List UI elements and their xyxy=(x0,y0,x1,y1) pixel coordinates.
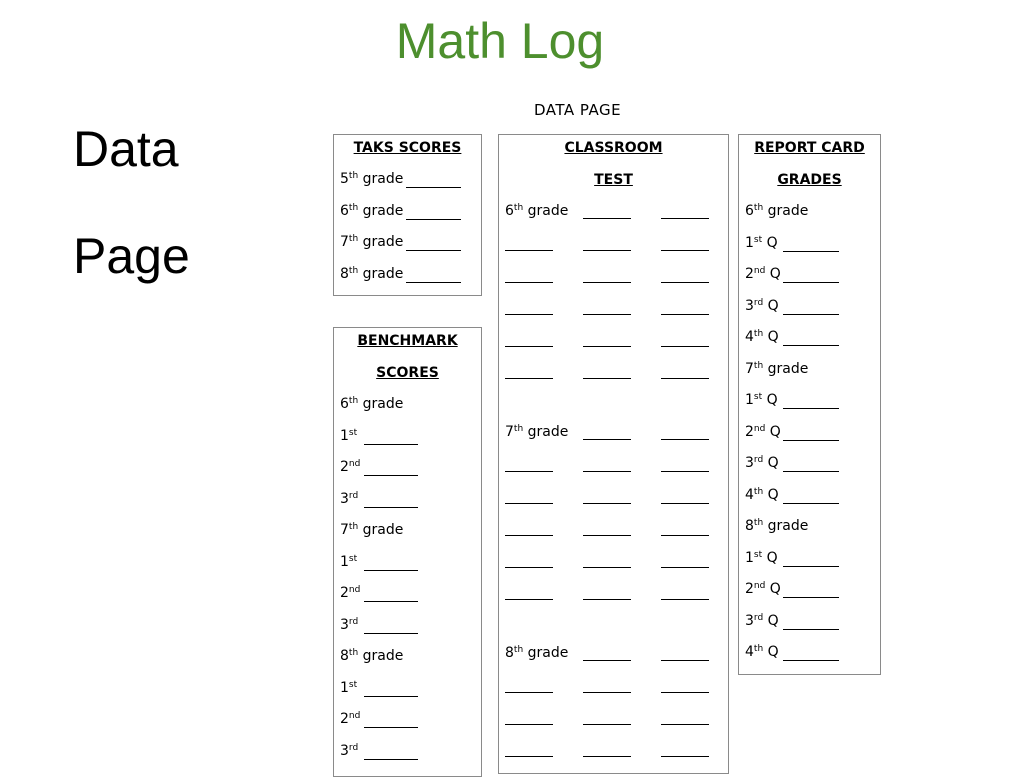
benchmark-score-blank xyxy=(364,727,418,728)
ordinal-number: 6 xyxy=(745,203,754,219)
ordinal-number: 7 xyxy=(505,424,514,440)
classroom-score-blank xyxy=(661,692,709,693)
report-grade-blank xyxy=(783,314,839,315)
benchmark-score-blank xyxy=(364,570,418,571)
benchmark-header-text-2: SCORES xyxy=(376,365,439,381)
grade-label: grade xyxy=(362,202,404,219)
classroom-header xyxy=(499,140,728,156)
ordinal-suffix: th xyxy=(753,360,764,371)
classroom-score-blank xyxy=(505,314,553,315)
ordinal-number: 3 xyxy=(745,297,754,314)
data-page-title: DATA PAGE xyxy=(534,101,622,119)
ordinal-number: 8 xyxy=(505,645,514,661)
quarter-letter: Q xyxy=(766,549,778,566)
report-grade-blank xyxy=(783,345,839,346)
ordinal-suffix: st xyxy=(753,549,763,560)
report-quarter-row xyxy=(745,487,779,503)
benchmark-item-row xyxy=(340,680,357,696)
ordinal-number: 8 xyxy=(340,648,349,664)
classroom-score-blank xyxy=(661,250,709,251)
classroom-score-blank xyxy=(505,599,553,600)
classroom-score-blank xyxy=(583,439,631,440)
classroom-score-blank xyxy=(505,756,553,757)
ordinal-suffix: th xyxy=(348,234,359,244)
ordinal-number: 3 xyxy=(745,455,754,471)
grade-label: grade xyxy=(527,203,569,219)
ordinal-number: 2 xyxy=(340,585,349,601)
benchmark-header-2 xyxy=(334,365,481,381)
ordinal-suffix: th xyxy=(513,424,524,434)
ordinal-number: 8 xyxy=(340,265,349,282)
quarter-letter: Q xyxy=(767,329,779,345)
quarter-letter: Q xyxy=(767,455,779,471)
ordinal-suffix: th xyxy=(513,645,524,655)
classroom-score-blank xyxy=(661,660,709,661)
classroom-score-blank xyxy=(583,599,631,600)
slide-title: Math Log xyxy=(395,13,605,69)
taks-row xyxy=(340,203,403,219)
ordinal-number: 6 xyxy=(505,203,514,219)
taks-score-blank xyxy=(406,282,461,283)
classroom-score-blank xyxy=(661,346,709,347)
classroom-score-blank xyxy=(505,346,553,347)
classroom-header-text: CLASSROOM xyxy=(564,140,663,156)
benchmark-score-blank xyxy=(364,507,418,508)
report-quarter-row xyxy=(745,329,779,345)
ordinal-number: 7 xyxy=(745,360,754,377)
classroom-score-blank xyxy=(583,756,631,757)
ordinal-suffix: th xyxy=(753,518,764,528)
classroom-score-blank xyxy=(505,692,553,693)
quarter-letter: Q xyxy=(767,644,779,660)
ordinal-suffix: rd xyxy=(348,490,359,501)
benchmark-score-blank xyxy=(364,633,418,634)
ordinal-number: 3 xyxy=(340,616,349,633)
classroom-score-blank xyxy=(583,218,631,219)
classroom-score-blank xyxy=(661,218,709,219)
ordinal-number: 3 xyxy=(745,612,754,629)
benchmark-header-text: BENCHMARK xyxy=(357,333,458,349)
classroom-score-blank xyxy=(583,378,631,379)
ordinal-suffix: nd xyxy=(753,423,766,434)
report-grade-blank xyxy=(783,471,839,472)
ordinal-suffix: st xyxy=(348,427,358,438)
benchmark-item-row xyxy=(340,585,360,601)
grade-label: grade xyxy=(362,265,404,282)
ordinal-suffix: nd xyxy=(753,581,766,591)
report-quarter-row xyxy=(745,581,781,597)
classroom-score-blank xyxy=(583,724,631,725)
report-header xyxy=(739,140,880,156)
ordinal-number: 5 xyxy=(340,171,349,187)
classroom-score-blank xyxy=(505,724,553,725)
ordinal-suffix: rd xyxy=(753,297,764,308)
quarter-letter: Q xyxy=(766,392,778,408)
report-quarter-row xyxy=(745,644,779,660)
classroom-score-blank xyxy=(661,756,709,757)
report-header-text-2: GRADES xyxy=(777,172,842,188)
grade-label: grade xyxy=(527,424,569,440)
ordinal-suffix: nd xyxy=(348,711,361,721)
benchmark-item-row xyxy=(340,617,358,633)
ordinal-number: 1 xyxy=(745,549,754,566)
classroom-grade-row xyxy=(505,645,568,661)
classroom-score-blank xyxy=(505,471,553,472)
report-grade-row xyxy=(745,361,808,377)
classroom-score-blank xyxy=(661,599,709,600)
grade-label: grade xyxy=(767,360,809,377)
ordinal-suffix: th xyxy=(348,522,359,532)
ordinal-number: 6 xyxy=(340,202,349,219)
taks-scores-box xyxy=(333,134,482,296)
ordinal-number: 2 xyxy=(340,459,349,475)
taks-row xyxy=(340,171,403,187)
report-card-box xyxy=(738,134,881,675)
ordinal-number: 1 xyxy=(340,553,349,570)
benchmark-header xyxy=(334,333,481,349)
ordinal-number: 4 xyxy=(745,329,754,345)
report-grade-row xyxy=(745,203,808,219)
classroom-score-blank xyxy=(583,535,631,536)
report-grade-blank xyxy=(783,566,839,567)
report-quarter-row xyxy=(745,298,779,314)
classroom-test-box xyxy=(498,134,729,774)
ordinal-suffix: nd xyxy=(348,459,361,469)
benchmark-item-row xyxy=(340,554,357,570)
benchmark-item-row xyxy=(340,428,357,444)
ordinal-number: 7 xyxy=(340,522,349,538)
ordinal-number: 2 xyxy=(745,266,754,282)
classroom-header-2 xyxy=(499,172,728,188)
ordinal-number: 2 xyxy=(745,423,754,440)
ordinal-suffix: nd xyxy=(348,585,361,595)
classroom-score-blank xyxy=(505,282,553,283)
classroom-score-blank xyxy=(505,567,553,568)
ordinal-suffix: rd xyxy=(348,616,359,627)
grade-label: grade xyxy=(527,645,569,661)
report-grade-blank xyxy=(783,629,839,630)
grade-label: grade xyxy=(362,234,404,250)
ordinal-suffix: rd xyxy=(753,455,764,465)
benchmark-grade-row xyxy=(340,396,403,412)
classroom-grade-row xyxy=(505,203,568,219)
classroom-score-blank xyxy=(583,503,631,504)
ordinal-suffix: th xyxy=(753,486,764,497)
report-quarter-row xyxy=(745,550,778,566)
taks-row xyxy=(340,234,403,250)
ordinal-number: 4 xyxy=(745,486,754,503)
ordinal-suffix: st xyxy=(753,234,763,245)
classroom-score-blank xyxy=(583,314,631,315)
classroom-score-blank xyxy=(583,660,631,661)
classroom-header-text-2: TEST xyxy=(594,172,633,188)
benchmark-scores-box xyxy=(333,327,482,777)
report-quarter-row xyxy=(745,392,778,408)
classroom-score-blank xyxy=(661,378,709,379)
classroom-score-blank xyxy=(661,535,709,536)
quarter-letter: Q xyxy=(769,423,781,440)
report-quarter-row xyxy=(745,613,779,629)
classroom-grade-row xyxy=(505,424,568,440)
report-quarter-row xyxy=(745,455,779,471)
benchmark-item-row xyxy=(340,491,358,507)
taks-score-blank xyxy=(406,219,461,220)
benchmark-item-row xyxy=(340,743,358,759)
report-quarter-row xyxy=(745,424,781,440)
classroom-score-blank xyxy=(505,378,553,379)
ordinal-number: 3 xyxy=(340,742,349,759)
quarter-letter: Q xyxy=(767,297,779,314)
grade-label: grade xyxy=(767,203,809,219)
ordinal-suffix: th xyxy=(348,396,359,406)
report-grade-blank xyxy=(783,251,839,252)
report-header-2 xyxy=(739,172,880,188)
ordinal-suffix: st xyxy=(348,553,358,564)
ordinal-number: 1 xyxy=(340,427,349,444)
ordinal-suffix: st xyxy=(348,679,358,690)
ordinal-suffix: th xyxy=(348,648,359,658)
report-grade-blank xyxy=(783,660,839,661)
classroom-score-blank xyxy=(505,535,553,536)
report-quarter-row xyxy=(745,235,778,251)
ordinal-suffix: th xyxy=(513,203,524,213)
report-grade-blank xyxy=(783,440,839,441)
classroom-score-blank xyxy=(505,503,553,504)
ordinal-number: 1 xyxy=(340,679,349,696)
side-label-page: Page xyxy=(73,228,190,284)
taks-header-text: TAKS SCORES xyxy=(353,140,462,156)
report-grade-blank xyxy=(783,597,839,598)
ordinal-number: 4 xyxy=(745,644,754,660)
ordinal-suffix: th xyxy=(348,171,359,181)
ordinal-number: 6 xyxy=(340,396,349,412)
classroom-score-blank xyxy=(583,282,631,283)
report-grade-blank xyxy=(783,282,839,283)
report-grade-blank xyxy=(783,408,839,409)
taks-score-blank xyxy=(406,187,461,188)
benchmark-score-blank xyxy=(364,696,418,697)
grade-label: grade xyxy=(362,648,404,664)
classroom-score-blank xyxy=(583,471,631,472)
benchmark-grade-row xyxy=(340,648,403,664)
report-grade-row xyxy=(745,518,808,534)
benchmark-score-blank xyxy=(364,444,418,445)
ordinal-number: 2 xyxy=(745,581,754,597)
ordinal-number: 7 xyxy=(340,234,349,250)
report-quarter-row xyxy=(745,266,781,282)
classroom-score-blank xyxy=(661,439,709,440)
quarter-letter: Q xyxy=(769,266,781,282)
benchmark-score-blank xyxy=(364,475,418,476)
ordinal-suffix: th xyxy=(348,202,359,213)
ordinal-number: 8 xyxy=(745,518,754,534)
grade-label: grade xyxy=(767,518,809,534)
classroom-score-blank xyxy=(583,567,631,568)
classroom-score-blank xyxy=(661,282,709,283)
classroom-score-blank xyxy=(583,692,631,693)
benchmark-score-blank xyxy=(364,759,418,760)
classroom-score-blank xyxy=(583,346,631,347)
ordinal-suffix: st xyxy=(753,392,763,402)
ordinal-number: 3 xyxy=(340,490,349,507)
grade-label: grade xyxy=(362,522,404,538)
classroom-score-blank xyxy=(583,250,631,251)
ordinal-suffix: rd xyxy=(348,742,359,753)
taks-score-blank xyxy=(406,250,461,251)
report-grade-blank xyxy=(783,503,839,504)
ordinal-suffix: nd xyxy=(753,266,766,276)
benchmark-score-blank xyxy=(364,601,418,602)
quarter-letter: Q xyxy=(766,234,778,251)
ordinal-suffix: th xyxy=(753,203,764,213)
ordinal-suffix: th xyxy=(753,329,764,339)
quarter-letter: Q xyxy=(769,581,781,597)
classroom-score-blank xyxy=(661,314,709,315)
benchmark-item-row xyxy=(340,459,360,475)
classroom-score-blank xyxy=(505,250,553,251)
ordinal-suffix: th xyxy=(348,265,359,276)
classroom-score-blank xyxy=(661,567,709,568)
classroom-score-blank xyxy=(661,724,709,725)
quarter-letter: Q xyxy=(767,612,779,629)
ordinal-number: 1 xyxy=(745,392,754,408)
benchmark-grade-row xyxy=(340,522,403,538)
benchmark-item-row xyxy=(340,711,360,727)
side-label-data: Data xyxy=(73,121,179,177)
report-header-text: REPORT CARD xyxy=(754,140,865,156)
grade-label: grade xyxy=(362,171,404,187)
grade-label: grade xyxy=(362,396,404,412)
quarter-letter: Q xyxy=(767,486,779,503)
taks-row xyxy=(340,266,403,282)
ordinal-number: 1 xyxy=(745,234,754,251)
ordinal-number: 2 xyxy=(340,711,349,727)
taks-header xyxy=(334,140,481,156)
classroom-score-blank xyxy=(661,503,709,504)
ordinal-suffix: rd xyxy=(753,612,764,623)
classroom-score-blank xyxy=(661,471,709,472)
ordinal-suffix: th xyxy=(753,644,764,654)
